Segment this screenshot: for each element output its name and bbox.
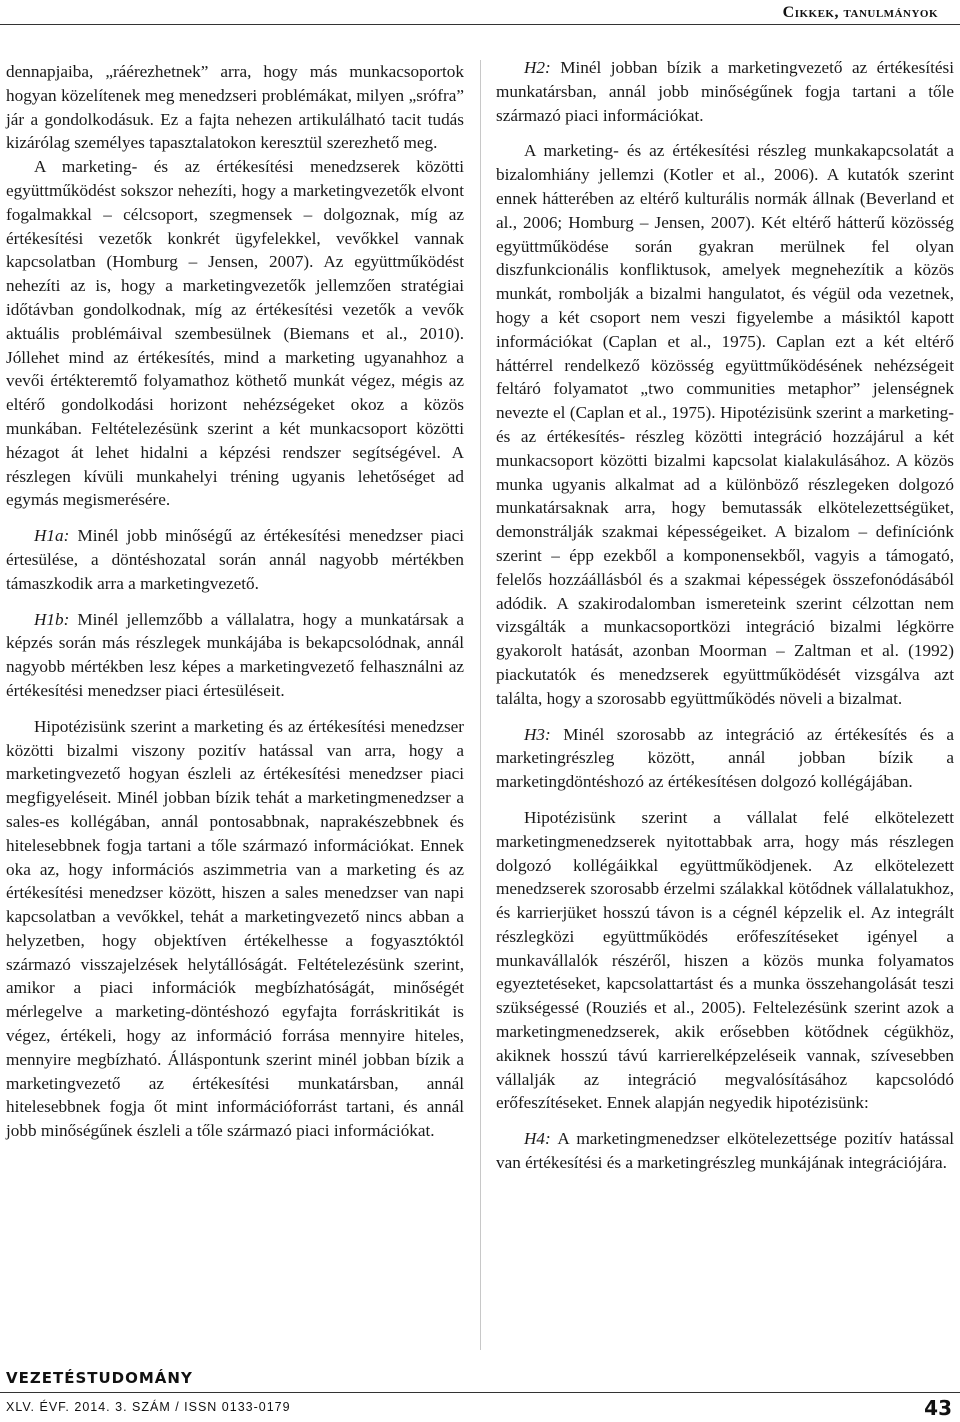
hypothesis-label: H1b: — [34, 609, 70, 629]
hypothesis-label: H4: — [524, 1129, 551, 1149]
paragraph: dennapjaiba, „ráérezhetnek” arra, hogy más munkacsoportok hogyan közelítenek meg menedzseri problémákat, milyen „srófra” jár a gondolkodásuk. Ez a fajta nehezen artikulálható tacit tudás kizárólag személyes tapasztalatokon keresztül szerezhető meg. — [6, 62, 464, 153]
hypothesis-text: Minél szorosabb az integráció az értékesítés és a marketingrészleg között, annál jobban bízik a marketingdöntéshozó az értékesítésen dolgozó kollégájában. — [496, 724, 954, 792]
hypothesis-label: H1a: — [34, 526, 70, 546]
hypothesis-h3 — [496, 723, 954, 794]
column-divider — [480, 60, 481, 1350]
footer-rule — [0, 1392, 960, 1393]
hypothesis-text: Minél jellemzőbb a vállalatra, hogy a munkatársak a képzés során más részlegek munkájába is bekapcsolódnak, annál nagyobb mértékben lesz képes a marketingvezető felhasználni az értékesítési menedzser piaci értesüléseit. — [6, 609, 464, 700]
page-number: 43 — [924, 1396, 952, 1420]
hypothesis-h4 — [496, 1127, 954, 1175]
hypothesis-label: H3: — [524, 724, 551, 744]
hypothesis-text: Minél jobban bízik a marketingvezető az értékesítési munkatársban, annál jobb minőségűnek fogja tartani a tőle származó piaci információkat. — [496, 58, 954, 125]
hypothesis-h1b — [6, 608, 464, 703]
paragraph: A marketing- és az értékesítési részleg munkakapcsolatát a bizalomhiány jellemzi (Kotler et al., 2006). A kutatók szerint ennek hátterében az eltérő kulturális normák állnak (Beverland et al., 2006; Homburg – Jensen, 2007). Két eltérő hátterű közösség együttműködése során gyakran merülnek fel olyan diszfunkcionális konfliktusok, amelyek megnehezítik a közös munkát, rombolják a bizalmi hangulatot, és végül oda vezetnek, hogy a két csoport nem veszi figyelembe a másiktól kapott információkat (Caplan et al., 1975). Caplan ezt a két eltérő háttérrel rendelkező közösség együttműködésének nehézségeit feltáró folyamatot „two communities metaphor” jelenségnek nevezte el (Caplan et al., 1975). Hipotézisünk szerint a marketing- és az értékesítés- részleg közötti integráció hozzájárul a két munkacsoport közötti bizalmi kapcsolat kialakulásához. A közös munka ugyanis alkalmat ad a különböző részlegeken dolgozó munkatársaknak arra, hogy bemutassák elkötelezettségüket, demonstrálják szakmai képességeiket. A bizalom – definíciónk szerint – épp ezekből a komponensekből, vagyis a támogató, felelős hozzáállásból és a szakmai képességek összefonódásából adódik. A szakirodalomban ismereteink szerint célzottan nem vizsgálták a munkacsoportközi integráció bizalmi légkörre gyakorolt hatását, azonban Moorman – Zaltman et al. (1992) piackutatók és menedzserek együttműködését vizsgálva azt találta, hogy a szorosabb együttműködés növeli a bizalmat. — [496, 141, 954, 708]
hypothesis-h1a — [6, 524, 464, 595]
hypothesis-text: A marketingmenedzser elkötelezettsége pozitív hatással van értékesítési és a marketingrészleg munkájának integrációjára. — [496, 1129, 954, 1173]
paragraph: Hipotézisünk szerint a marketing és az értékesítési menedzser közötti bizalmi viszony pozitív hatással van arra, hogy a marketingvezető hogyan észleli az értékesítési menedzser piaci megfigyeléseit. Minél jobban bízik tehát a marketingmenedzser a sales-es kollégában, annál pontosabbnak, naprakészebbnek és hitelesebbnek fogja tartani a tőle származó információkat. Ennek oka az, hogy információs aszimmetria van a marketing és az értékesítési menedzser között, hiszen a sales menedzser van napi kapcsolatban a vevőkkel, tehát a marketingvezető nincs abban a helyzetben, hogy objektíven értékelhesse a fogyasztóktól származó visszajelzések helytállóságát. Feltételezésünk szerint, amikor a piaci információk megbízhatóságát, minőségét mérlegelve a marketing-döntéshozó egyfajta forráskritikát is végez, értékeli, hogy az információ forrása mennyire hiteles, mennyire megbízható. Álláspontunk szerint minél jobban bízik a marketingvezető az értékesítési munkatársban, annál hitelesebbnek fogja őt mint információforrást tartani, és annál jobb minőségűnek észleli a tőle származó piaci információkat. — [6, 716, 464, 1141]
issue-info: XLV. ÉVF. 2014. 3. SZÁM / ISSN 0133-0179 — [6, 1400, 291, 1414]
right-column — [496, 56, 954, 1175]
paragraph: A marketing- és az értékesítési menedzserek közötti együttműködést sokszor nehezíti, hogy a marketingvezetők elvont fogalmakkal – célcsoport, szegmensek – dolgoznak, míg az értékesítési vezetők konkrét ügyfelekkel, vevőkkel vannak kapcsolatban (Homburg – Jensen, 2007). Az együttműködést nehezíti az is, hogy a marketingvezetők jellemzően stratégiai időtávban gondolkodnak, míg az értékesítési vezetők a vevők aktuális problémáival szembesülnek (Biemans et al., 2010). Jóllehet mind az értékesítés, mind a marketing ugyanahhoz a vevői értékteremtő folyamathoz köthető munkát végez, mégis az eltérő gondolkodási horizont nehézségeket okoz a közös munkában. Feltételezésünk szerint a két munkacsoport közötti hézagot át lehet hidalni a képzési rendszer segítségével. A részlegen kívüli munkahelyi tréning ugyanis lehetőséget ad egymás megismerésére. — [6, 157, 464, 510]
hypothesis-text: Minél jobb minőségű az értékesítési menedzser piaci értesülése, a döntéshozatal során annál nagyobb mértékben támaszkodik arra a marketingvezető. — [6, 526, 464, 593]
header-rule — [0, 24, 960, 25]
journal-logo: VEZETÉSTUDOMÁNY — [6, 1369, 193, 1387]
hypothesis-label: H2: — [524, 58, 551, 77]
hypothesis-h2 — [496, 56, 954, 127]
paragraph: Hipotézisünk szerint a vállalat felé elkötelezett marketingmenedzserek nyitottabbak arra, hogy más részlegen dolgozó kollégáikkal együttműködjenek. Az elkötelezett menedzserek szorosabb érzelmi szálakkal kötődnek vállalatukhoz, és karrierjüket hosszú távon is a cégnél képzelik el. Az integrált részlegközi együttműködés erőfeszítéseket igényel a munkavállalók részéről, hiszen a közös munka folyamatos egyeztetéseket, kapcsolattartást és a munka összehangolását teszi szükségessé (Rouziés et al., 2005). Feltelezésünk szerint azok a marketingmenedzserek, akik erősebben kötődnek cégükhöz, akiknek hosszú távú karrierelképzeléseik vannak, szívesebben vállalják az integráció megvalósításához kapcsolódó erőfeszítéseket. Ennek alapján negyedik hipotézisünk: — [496, 807, 954, 1113]
running-title: Cikkek, tanulmányok — [777, 4, 938, 22]
left-column — [6, 60, 464, 1143]
